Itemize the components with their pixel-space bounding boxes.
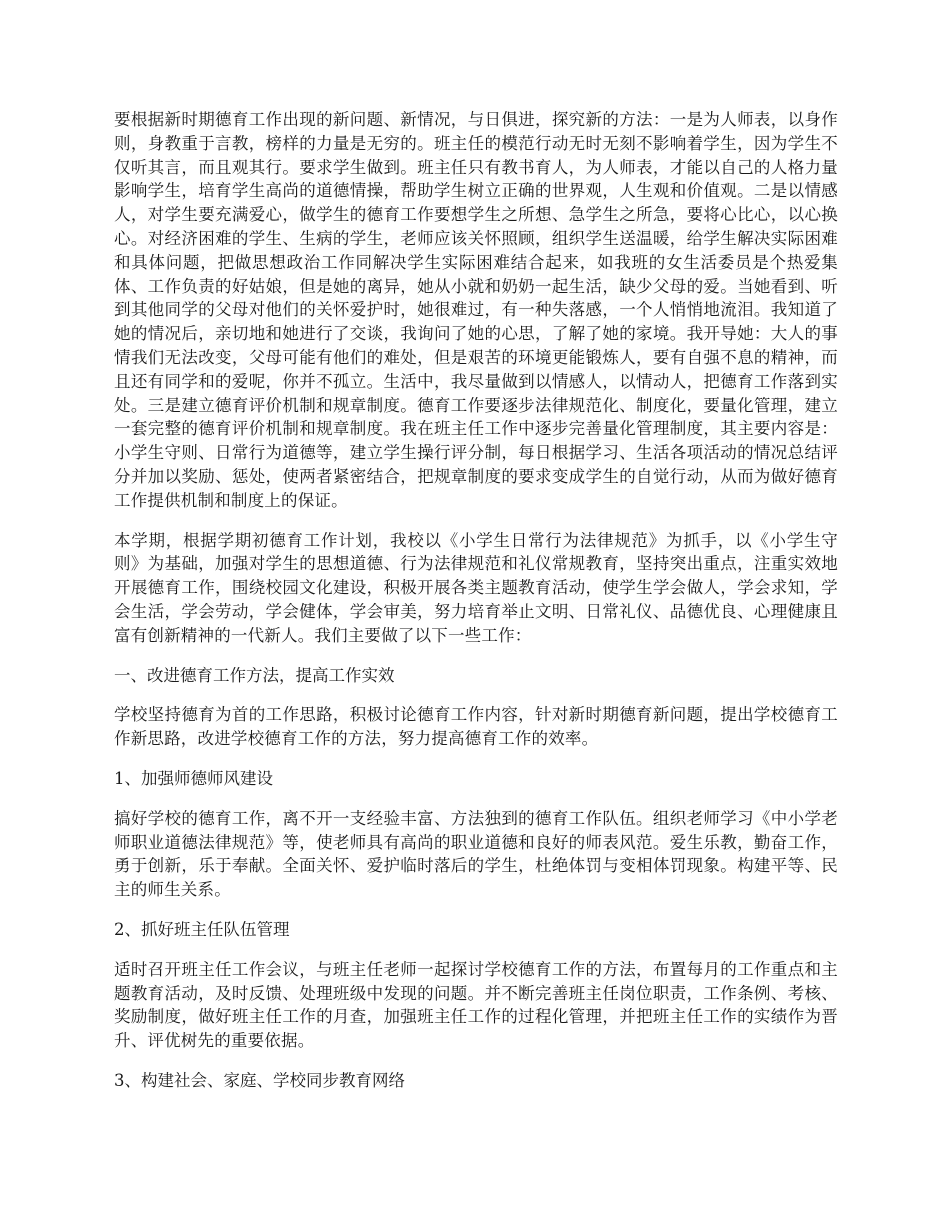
document-page (114, 108, 838, 1109)
subsection-heading-3: 3、构建社会、家庭、学校同步教育网络 (114, 1070, 405, 1090)
paragraph-teacher-ethics: 搞好学校的德育工作，离不开一支经验丰富、方法独到的德育工作队伍。组织老师学习《中小学老师职业道德法律规范》等，使老师具有高尚的职业道德和良好的师表风范。爱生乐教，勤奋工作，勇于创新，乐于奉献。全面关怀、爱护临时落后的学生，杜绝体罚与变相体罚现象。构建平等、民主的师生关系。 (114, 808, 838, 900)
paragraph-moral-methods: 要根据新时期德育工作出现的新问题、新情况，与日俱进，探究新的方法：一是为人师表，以身作则，身教重于言教，榜样的力量是无穷的。班主任的模范行动无时无刻不影响着学生，因为学生不仅听其言，而且观其行。要求学生做到。班主任只有教书育人，为人师表，才能以自己的人格力量影响学生，培育学生高尚的道德情操，帮助学生树立正确的世界观，人生观和价值观。二是以情感人，对学生要充满爱心，做学生的德育工作要想学生之所想、急学生之所急，要将心比心，以心换心。对经济困难的学生、生病的学生，老师应该关怀照顾，组织学生送温暖，给学生解决实际困难和具体问题，把做思想政治工作同解决学生实际困难结合起来，如我班的女生活委员是个热爱集体、工作负责的好姑娘，但是她的离异，她从小就和奶奶一起生活，缺少父母的爱。当她看到、听到其他同学的父母对他们的关怀爱护时，她很难过，有一种失落感，一个人悄悄地流泪。我知道了她的情况后，亲切地和她进行了交谈，我询问了她的心思，了解了她的家境。我开导她：大人的事情我们无法改变，父母可能有他们的难处，但是艰苦的环境更能锻炼人，要有自强不息的精神，而且还有同学和的爱呢，你并不孤立。生活中，我尽量做到以情感人，以情动人，把德育工作落到实处。三是建立德育评价机制和规章制度。德育工作要逐步法律规范化、制度化，要量化管理，建立一套完整的德育评价机制和规章制度。我在班主任工作中逐步完善量化管理制度，其主要内容是：小学生守则、日常行为道德等，建立学生操行评分制，每日根据学习、生活各项活动的情况总结评分并加以奖励、惩处，使两者紧密结合，把规章制度的要求变成学生的自觉行动，从而为做好德育工作提供机制和制度上的保证。 (114, 110, 838, 510)
paragraph-school-approach: 学校坚持德育为首的工作思路，积极讨论德育工作内容，针对新时期德育新问题，提出学校德育工作新思路，改进学校德育工作的方法，努力提高德育工作的效率。 (114, 705, 838, 749)
paragraph-head-teacher-management: 适时召开班主任工作会议，与班主任老师一起探讨学校德育工作的方法，布置每月的工作重点和主题教育活动，及时反馈、处理班级中发现的问题。并不断完善班主任岗位职责，工作条例、考核、奖励制度，做好班主任工作的月查，加强班主任工作的过程化管理，并把班主任工作的实绩作为晋升、评优树先的重要依据。 (114, 959, 838, 1051)
subsection-heading-1: 1、加强师德师风建设 (114, 768, 273, 788)
section-heading-1: 一、改进德育工作方法，提高工作实效 (114, 665, 395, 685)
subsection-heading-2: 2、抓好班主任队伍管理 (114, 919, 290, 939)
paragraph-semester-overview: 本学期，根据学期初德育工作计划，我校以《小学生日常行为法律规范》为抓手，以《小学生守则》为基础，加强对学生的思想道德、行为法律规范和礼仪常规教育，坚持突出重点，注重实效地开展德育工作，围绕校园文化建设，积极开展各类主题教育活动，使学生学会做人，学会求知，学会生活，学会劳动，学会健体，学会审美，努力培育举止文明、日常礼仪、品德优良、心理健康且富有创新精神的一代新人。我们主要做了以下一些工作： (114, 530, 838, 645)
